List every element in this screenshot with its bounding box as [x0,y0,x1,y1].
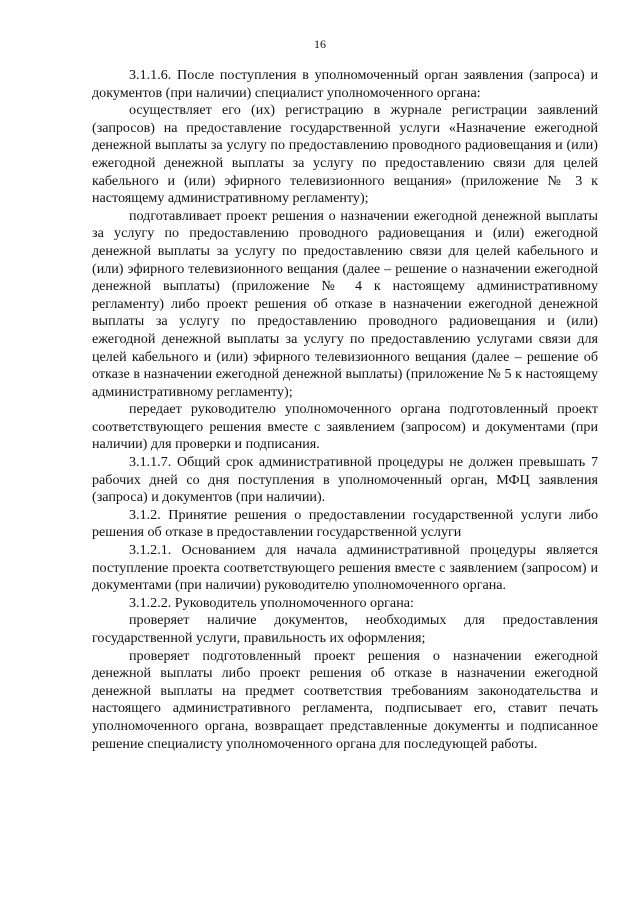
paragraph-3-1-2-2: 3.1.2.2. Руководитель уполномоченного органа: [129,594,414,611]
page-number: 16 [314,37,326,51]
paragraph-check-draft: проверяет подготовленный проект решения о назначении ежегодной денежной выплаты либо проект решения об отказе в назначении ежегодной денежной выплаты на предмет соответствия требованиям законодательства и настоящего административного регламента, подписывает его, ставит печать уполномоченного органа, возвращает представленные документы и подписанное решение специалисту уполномоченного органа для последующей работы. [92,647,598,752]
document-body [92,67,598,753]
paragraph-3-1-2: 3.1.2. Принятие решения о предоставлении государственной услуги либо решения об отказе в предоставлении государственной услуги [92,506,598,541]
paragraph-transfer-to-head: передает руководителю уполномоченного органа подготовленный проект соответствующего решения вместе с заявлением (запросом) и документами (при наличии) для проверки и подписания. [92,401,598,453]
paragraph-3-1-2-1: 3.1.2.1. Основанием для начала административной процедуры является поступление проекта соответствующего решения вместе с заявлением (запросом) и документами (при наличии) руководителю уполномоченного органа. [92,542,598,594]
paragraph-registration: осуществляет его (их) регистрацию в журнале регистрации заявлений (запросов) на предоставление государственной услуги «Назначение ежегодной денежной выплаты за услугу по предоставлению проводного радиовещания и (или) ежегодной денежной выплаты за услугу по предоставлению связи для целей кабельного и (или) эфирного телевизионного вещания» (приложение № 3 к настоящему административному регламенту); [92,102,598,207]
paragraph-check-documents: проверяет наличие документов, необходимых для предоставления государственной услуги, правильность их оформления; [92,612,598,646]
paragraph-3-1-1-7: 3.1.1.7. Общий срок административной процедуры не должен превышать 7 рабочих дней со дня поступления в уполномоченный орган, МФЦ заявления (запроса) и документов (при наличии). [92,454,598,506]
paragraph-3-1-1-6: 3.1.1.6. После поступления в уполномоченный орган заявления (запроса) и документов (при наличии) специалист уполномоченного органа: [92,67,598,101]
paragraph-prepare-draft: подготавливает проект решения о назначении ежегодной денежной выплаты за услугу по предоставлению проводного радиовещания и (или) ежегодной денежной выплаты за услугу по предоставлению связи для целей кабельного и (или) эфирного телевизионного вещания (далее – решение о назначении ежегодной денежной выплаты) (приложение № 4 к настоящему административному регламенту) либо проект решения об отказе в назначении ежегодной денежной выплаты за услугу по предоставлению проводного радиовещания и (или) ежегодной денежной выплаты за услугу по предоставлению услугами связи для целей кабельного и (или) эфирного телевизионного вещания (далее – решение об отказе в назначении ежегодной денежной выплаты) (приложение № 5 к настоящему административному регламенту); [92,207,598,400]
